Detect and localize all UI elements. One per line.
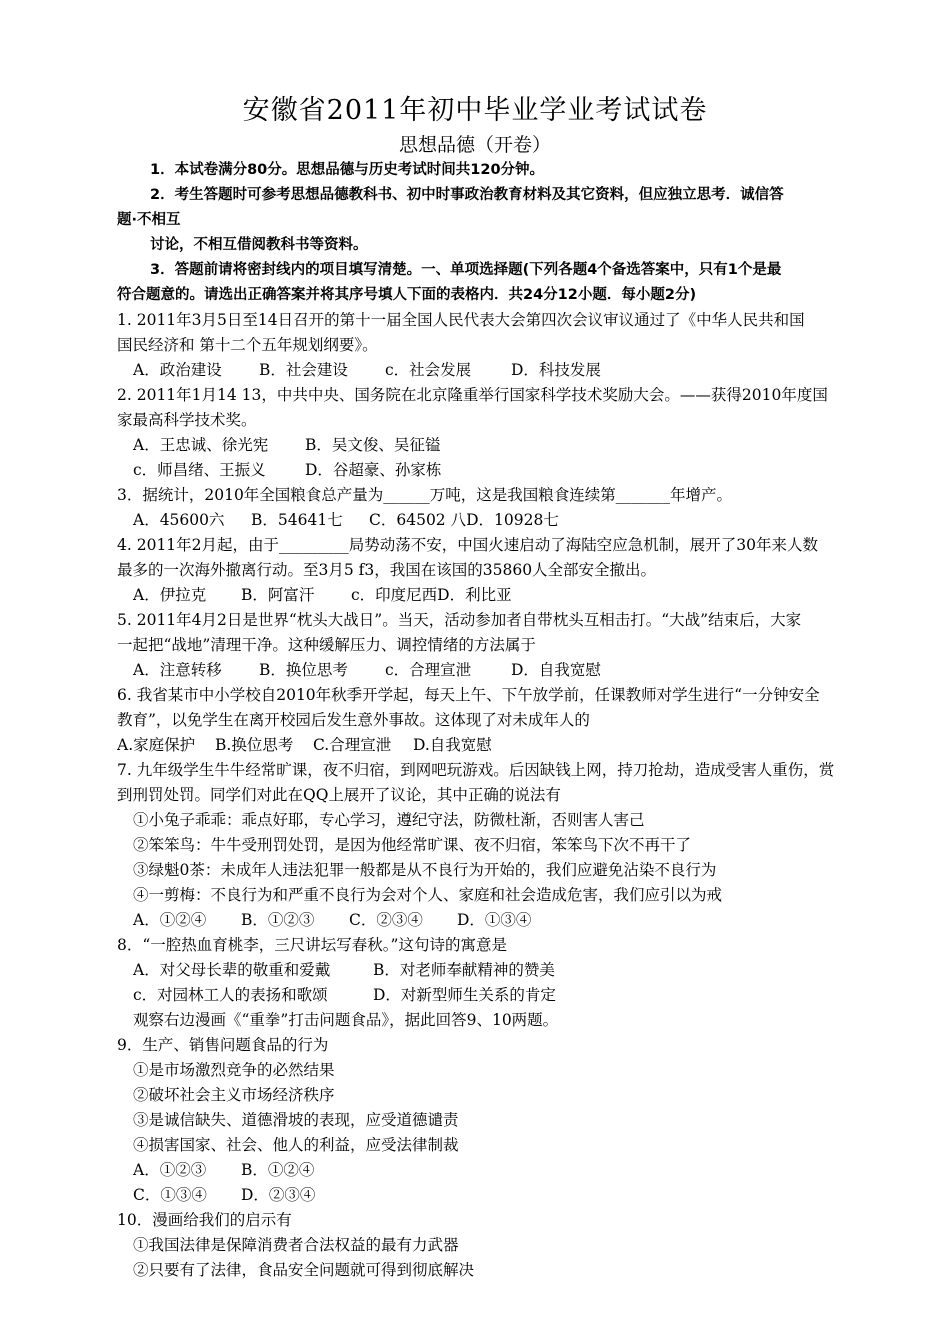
note-line: 符合题意的。请选出正确答案并将其序号填人下面的表格内．共24分12小题．每小题2分) — [117, 287, 697, 303]
option-row — [133, 584, 512, 606]
comic-note: 观察右边漫画《“重拳”打击问题食品》，据此回答9、10两题。 — [133, 1011, 559, 1029]
statement-item: ①是市场激烈竞争的必然结果 — [133, 1061, 335, 1079]
option: B．换位思考 — [259, 661, 348, 679]
option: c．师昌绪、王振义 — [133, 461, 266, 479]
option: A．伊拉克 — [133, 586, 207, 604]
option: B．社会建设 — [259, 361, 348, 379]
page-title: 安徽省2011年初中毕业学业考试试卷 — [242, 95, 708, 126]
option: D．②③④ — [241, 1186, 316, 1204]
option: C.合理宣泄 — [313, 736, 392, 754]
question-stem: 7. 九年级学生牛牛经常旷课，夜不归宿，到网吧玩游戏。后因缺钱上网，持刀抢劫，造成受害人重伤，赏 — [117, 761, 835, 779]
option: D．①③④ — [457, 911, 532, 929]
statement-item: ②只要有了法律，食品安全问题就可得到彻底解决 — [133, 1261, 475, 1279]
option: c．对园林工人的表扬和歌颂 — [133, 986, 328, 1004]
question-stem: 家最高科学技术奖。 — [117, 411, 257, 429]
question-stem: 5. 2011年4月2日是世界“枕头大战日”。当天，活动参加者自带枕头互相击打。“大战”结束后，大家 — [117, 611, 802, 629]
option: B．①②③ — [241, 911, 315, 929]
statement-item: ④损害国家、社会、他人的利益，应受法律制裁 — [133, 1136, 459, 1154]
option: B．阿富汗 — [241, 586, 315, 604]
question-stem: 一起把“战地”清理干净。这种缓解压力、调控情绪的方法属于 — [117, 636, 536, 654]
option: A．政治建设 — [133, 361, 222, 379]
option: A．王忠诚、徐光宪 — [133, 436, 269, 454]
option-row — [133, 509, 559, 531]
note-line: 1．本试卷满分80分。思想品德与历史考试时间共120分钟。 — [150, 162, 545, 178]
note-line: 3．答题前请将密封线内的项目填写清楚。一、单项选择题(下列各题4个备选答案中，只有1个是最 — [150, 262, 782, 278]
note-line: 2．考生答题时可参考思想品德教科书、初中时事政治教育材料及其它资料，但应独立思考．诚信答 — [150, 187, 784, 203]
statement-item: ②破坏社会主义市场经济秩序 — [133, 1086, 335, 1104]
option-row — [133, 434, 440, 456]
option: C．②③④ — [349, 911, 423, 929]
statement-item: ①我国法律是保障消费者合法权益的最有力武器 — [133, 1236, 459, 1254]
option: A．注意转移 — [133, 661, 222, 679]
statement-item: ④一剪梅：不良行为和严重不良行为会对个人、家庭和社会造成危害，我们应引以为戒 — [133, 886, 723, 904]
option: A．对父母长辈的敬重和爱戴 — [133, 961, 331, 979]
option: D.自我宽慰 — [413, 736, 492, 754]
option: c．合理宣泄 — [385, 661, 472, 679]
note-line: 题·不相互 — [117, 212, 181, 228]
option: c．印度尼西D．利比亚 — [351, 586, 512, 604]
option: A．①②③ — [133, 1161, 207, 1179]
option-row — [133, 359, 601, 381]
question-stem: 10．漫画给我们的启示有 — [117, 1211, 292, 1229]
question-stem: 到刑罚处罚。同学们对此在QQ上展开了议论，其中正确的说法有 — [117, 786, 561, 804]
note-line: 讨论，不相互借阅教科书等资料。 — [150, 237, 368, 253]
option: D．谷超豪、孙家栋 — [305, 461, 442, 479]
statement-item: ③是诚信缺失、道德滑坡的表现，应受道德谴责 — [133, 1111, 459, 1129]
option: A．①②④ — [133, 911, 207, 929]
question-stem: 教育”，以免学生在离开校园后发生意外事故。这体现了对未成年人的 — [117, 711, 590, 729]
option-row — [133, 459, 441, 481]
question-stem: 2. 2011年1月14 13，中共中央、国务院在北京隆重举行国家科学技术奖励大会。——获得2010年度国 — [117, 386, 828, 404]
option: D．对新型师生关系的肯定 — [373, 986, 556, 1004]
option: B．对老师奉献精神的赞美 — [373, 961, 555, 979]
question-stem: 3．据统计，2010年全国粮食总产量为______万吨，这是我国粮食连续第_______年增产。 — [117, 486, 733, 504]
page-subtitle: 思想品德（开卷） — [398, 134, 551, 156]
option: C．64502 八D．10928七 — [369, 511, 559, 529]
question-stem: 1. 2011年3月5日至14日召开的第十一届全国人民代表大会第四次会议审议通过了《中华人民共和国 — [117, 311, 805, 329]
option: B．①②④ — [241, 1161, 315, 1179]
option-row — [133, 1159, 314, 1181]
option-row — [117, 734, 492, 756]
option: B．54641七 — [251, 511, 343, 529]
option-row — [133, 984, 556, 1006]
question-stem: 8．“一腔热血育桃李，三尺讲坛写春秋。”这句诗的寓意是 — [117, 936, 507, 954]
question-stem: 9．生产、销售问题食品的行为 — [117, 1036, 329, 1054]
option: A.家庭保护 — [117, 736, 196, 754]
option-row — [133, 959, 555, 981]
option: D．科技发展 — [511, 361, 601, 379]
statement-item: ②笨笨鸟：牛牛受刑罚处罚，是因为他经常旷课、夜不归宿，笨笨鸟下次不再干了 — [133, 836, 692, 854]
option: B.换位思考 — [215, 736, 294, 754]
question-stem: 4. 2011年2月起，由于_________局势动荡不安，中国火速启动了海陆空应急机制，展开了30年来人数 — [117, 536, 818, 554]
question-stem: 国民经济和 第十二个五年规划纲要》。 — [117, 336, 378, 354]
option: A．45600六 — [133, 511, 225, 529]
option-row — [133, 909, 531, 931]
statement-item: ①小兔子乖乖：乖点好耶，专心学习，遵纪守法，防微杜渐，否则害人害己 — [133, 811, 645, 829]
option-row — [133, 1184, 315, 1206]
option: D．自我宽慰 — [511, 661, 601, 679]
option-row — [133, 659, 601, 681]
option: c．社会发展 — [385, 361, 472, 379]
statement-item: ③绿魁0茶：未成年人违法犯罪一般都是从不良行为开始的，我们应避免沾染不良行为 — [133, 861, 717, 879]
question-stem: 6. 我省某市中小学校自2010年秋季开学起，每天上午、下午放学前，任课教师对学生进行“一分钟安全 — [117, 686, 820, 704]
question-stem: 最多的一次海外撤离行动。至3月5 f3，我国在该国的35860人全部安全撤出。 — [117, 561, 657, 579]
option: C．①③④ — [133, 1186, 207, 1204]
option: B．吴文俊、吴征镒 — [305, 436, 441, 454]
